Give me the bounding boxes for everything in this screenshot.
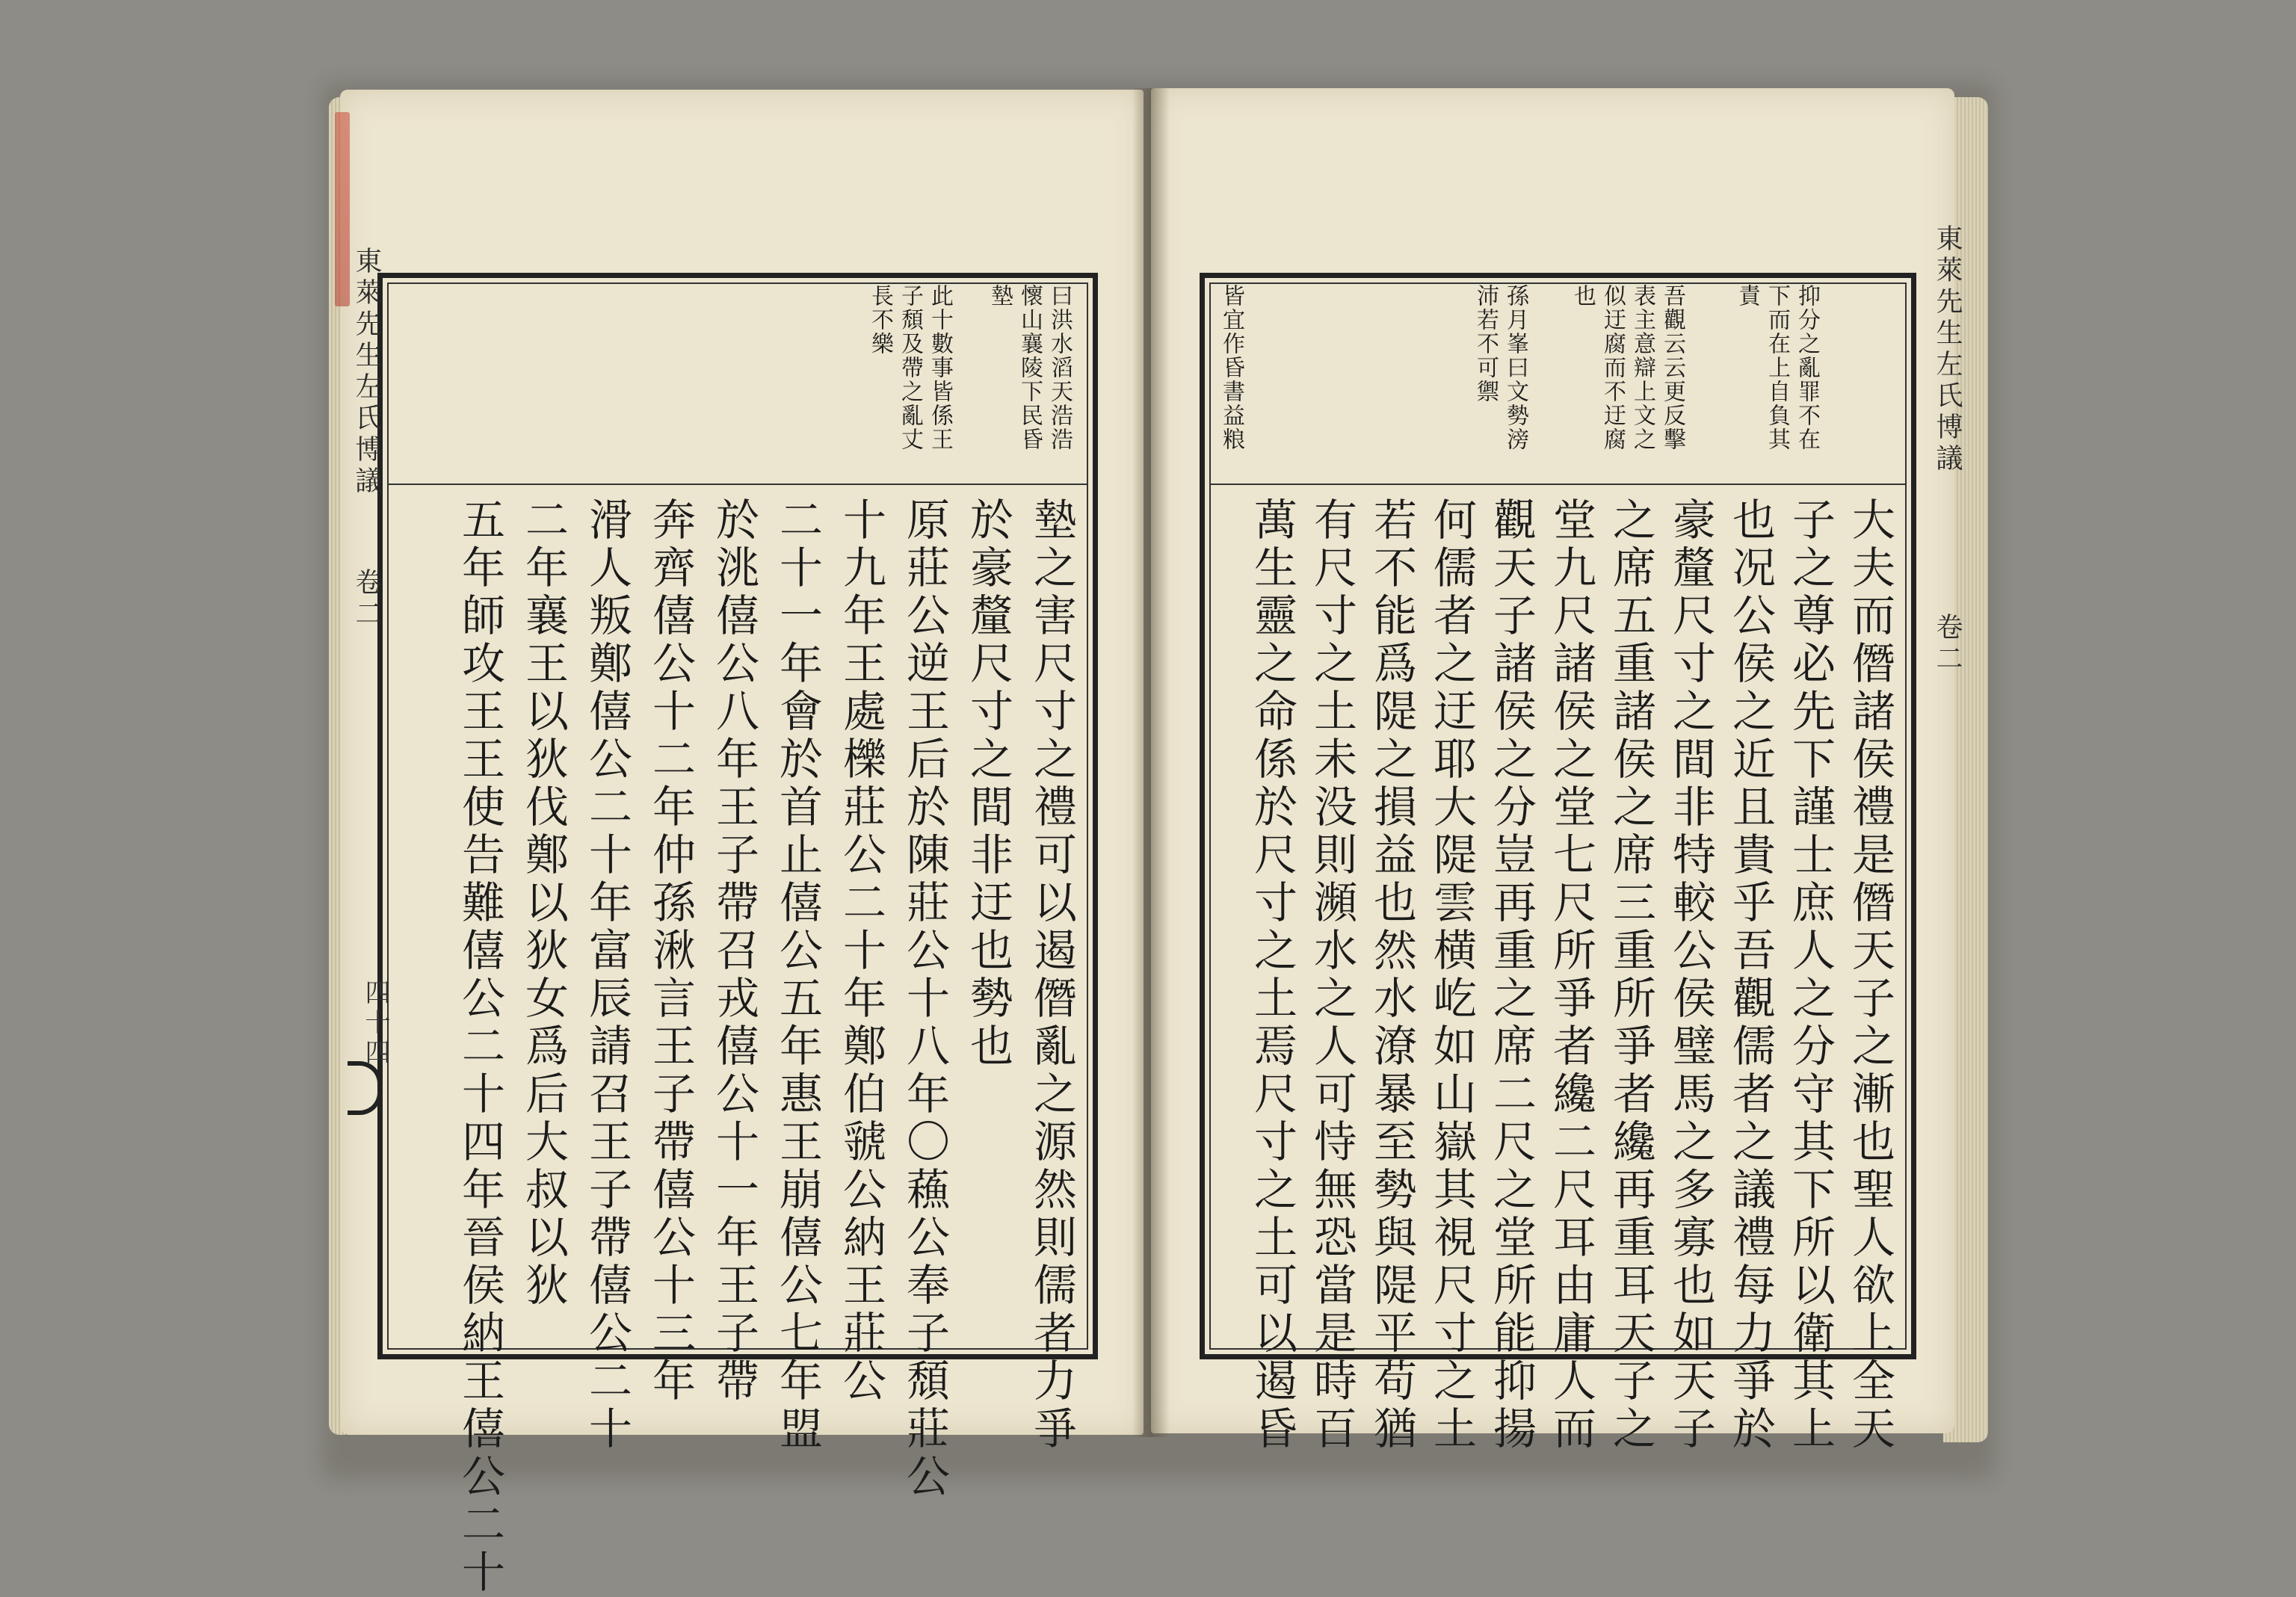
right-column-10: 有尺寸之土未没則瀕水之人可恃無恐當是時百 (1306, 497, 1357, 1454)
left-column-7: 奔齊僖公十二年仲孫湫言王子帶僖公十三年 (645, 497, 696, 1406)
right-column-4: 豪釐尺寸之間非特較公侯璧馬之多寡也如天子 (1665, 497, 1716, 1454)
left-column-3: 原莊公逆王后於陳莊公十八年〇蘓公奉子頹莊公 (899, 497, 950, 1501)
right-margin-volume: 卷二 (1932, 613, 1963, 676)
right-note-9: 沛若不可禦 (1472, 284, 1499, 404)
left-note-4: 此十數事皆係王 (927, 284, 953, 451)
left-note-6: 長不樂 (867, 284, 893, 356)
right-column-8: 何儒者之迂耶大隄雲横屹如山嶽其視尺寸之土 (1426, 497, 1477, 1454)
right-note-1: 抑分之亂罪不在 (1794, 284, 1820, 451)
right-column-2: 子之尊必先下謹士庶人之分守其下所以衛其上 (1785, 497, 1836, 1454)
right-note-7: 也 (1570, 284, 1596, 308)
left-header-divider (387, 484, 1088, 485)
left-column-1: 墊之害尺寸之禮可以遏僭亂之源然則儒者力爭 (1026, 497, 1077, 1454)
right-column-1: 大夫而僭諸侯禮是僭天子之漸也聖人欲上全天 (1845, 497, 1895, 1454)
right-note-8: 孫月峯曰文勢滂 (1502, 284, 1528, 451)
right-note-4: 吾觀云云更反擊 (1659, 284, 1685, 451)
right-margin-title: 東萊先生左氏博議 (1932, 224, 1963, 475)
right-column-5: 之席五重諸侯之席三重所爭者纔再重耳天子之 (1605, 497, 1656, 1454)
right-column-11: 萬生靈之命係於尺寸之土焉尺寸之土可以遏昏 (1247, 497, 1297, 1454)
left-note-2: 懷山襄陵下民昏 (1016, 284, 1043, 451)
right-header-divider (1209, 484, 1907, 485)
left-note-5: 子頹及帶之亂丈 (897, 284, 923, 451)
right-column-3: 也况公侯之近且貴乎吾觀儒者之議禮每力爭於 (1725, 497, 1776, 1454)
left-column-9: 二年襄王以狄伐鄭以狄女爲后大叔以狄 (518, 497, 569, 1310)
right-column-6: 堂九尺諸侯之堂七尺所爭者纔二尺耳由庸人而 (1546, 497, 1596, 1454)
red-seal-mark (335, 112, 350, 306)
book-gutter (1132, 88, 1170, 1437)
right-note-2: 下而在上自負其 (1764, 284, 1790, 451)
left-column-5: 二十一年會於首止僖公五年惠王崩僖公七年盟 (772, 497, 823, 1454)
right-note-6: 似迂腐而不迂腐 (1599, 284, 1626, 451)
left-column-6: 於洮僖公八年王子帶召戎僖公十一年王子帶 (709, 497, 759, 1406)
left-note-1: 曰洪水滔天浩浩 (1046, 284, 1073, 451)
left-margin-title: 東萊先生左氏博議 (351, 247, 382, 498)
right-column-9: 若不能爲隄之損益也然水潦暴至勢與隄平苟猶 (1366, 497, 1417, 1454)
right-column-7: 觀天子諸侯之分豈再重之席二尺之堂所能抑揚 (1486, 497, 1537, 1454)
left-column-2: 於豪釐尺寸之間非迂也勢也 (963, 497, 1013, 1071)
left-page-number: 四十四 (360, 979, 390, 1069)
right-note-5: 表主意辯上文之 (1629, 284, 1655, 451)
left-column-8: 滑人叛鄭僖公二十年富辰請召王子帶僖公二十 (581, 497, 632, 1454)
left-column-4: 十九年王處櫟莊公二十年鄭伯虢公納王莊公 (836, 497, 886, 1406)
left-note-3: 墊 (987, 284, 1013, 308)
right-note-3: 責 (1734, 284, 1760, 308)
left-margin-volume: 卷二 (351, 568, 382, 631)
right-note-10: 皆宜作昏書益粮 (1218, 284, 1244, 451)
left-column-10: 五年師攻王王使告難僖公二十四年晉侯納王僖公二十 (454, 497, 505, 1597)
